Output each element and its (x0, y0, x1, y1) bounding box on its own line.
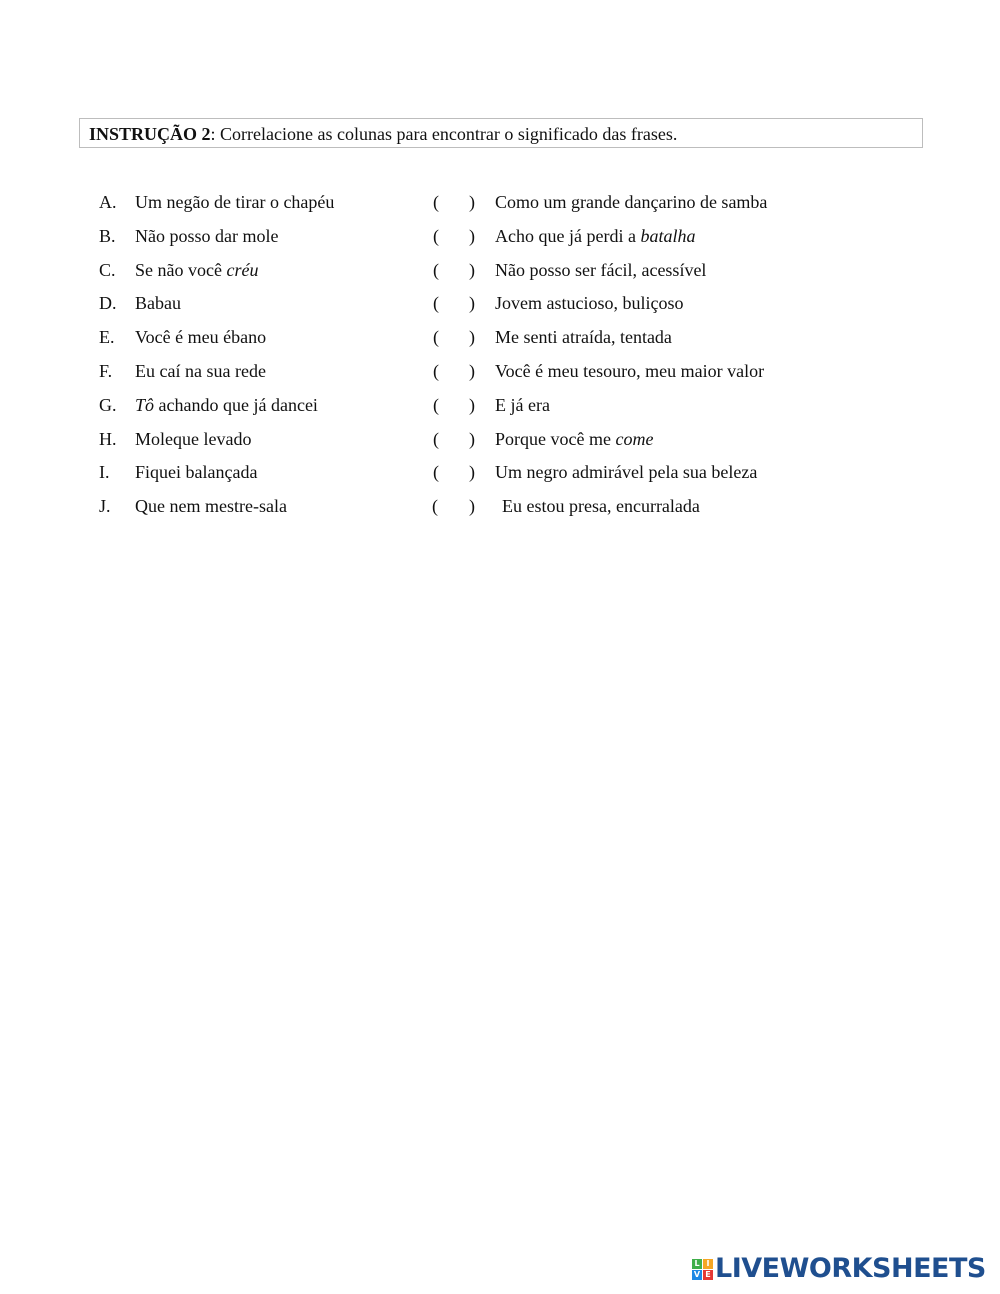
matching-row (0, 222, 1000, 256)
logo-mark-square: E (703, 1270, 713, 1280)
meaning-segment: Eu estou presa, encurralada (502, 496, 700, 517)
logo-mark-square: V (693, 1269, 701, 1279)
meaning-segment: batalha (640, 225, 696, 246)
row-meaning (495, 425, 653, 453)
phrase-segment: Moleque levado (135, 428, 252, 449)
row-phrase (135, 425, 251, 453)
row-meaning (495, 289, 683, 317)
row-phrase (135, 357, 266, 385)
matching-row (0, 188, 1000, 222)
answer-blank-open[interactable]: ( (433, 360, 439, 381)
answer-blank-close[interactable]: ) (469, 496, 475, 517)
liveworksheets-logo (692, 1254, 986, 1284)
meaning-segment: Me senti atraída, tentada (495, 327, 672, 348)
answer-blank-open[interactable]: ( (433, 293, 439, 314)
row-letter: F. (99, 360, 113, 381)
row-phrase (135, 492, 287, 520)
matching-row (0, 289, 1000, 323)
meaning-segment: Porque você me (495, 428, 616, 449)
row-meaning (495, 188, 767, 216)
row-meaning (502, 492, 700, 520)
row-letter: A. (99, 192, 117, 212)
answer-blank-open[interactable]: ( (433, 428, 439, 449)
answer-blank-open[interactable]: ( (433, 327, 439, 348)
answer-blank-open[interactable]: ( (433, 259, 439, 280)
phrase-segment: achando que já dancei (154, 394, 318, 415)
answer-blank-open[interactable]: ( (432, 496, 438, 517)
row-letter: G. (99, 394, 117, 415)
meaning-segment: come (615, 428, 654, 449)
phrase-segment: Se não você (135, 259, 227, 280)
phrase-segment: Babau (135, 293, 181, 314)
phrase-segment: Não posso dar mole (135, 225, 279, 246)
meaning-segment: Como um grande dançarino de samba (495, 192, 768, 212)
answer-blank-close[interactable]: ) (469, 462, 475, 483)
phrase-segment: Eu caí na sua rede (135, 360, 266, 381)
matching-row (0, 256, 1000, 290)
row-phrase (135, 222, 278, 250)
matching-row (0, 458, 1000, 492)
instruction-text: : Correlacione as colunas para encontrar o significado das frases. (210, 124, 678, 144)
row-phrase (135, 256, 258, 284)
matching-row (0, 391, 1000, 425)
logo-mark-square: I (703, 1259, 713, 1269)
matching-row (0, 492, 1000, 526)
row-phrase (135, 391, 318, 419)
answer-blank-close[interactable]: ) (469, 428, 475, 449)
instruction-box (79, 118, 923, 148)
meaning-segment: Você é meu tesouro, meu maior valor (495, 360, 765, 381)
phrase-segment: Tô (135, 394, 155, 415)
answer-blank-open[interactable]: ( (433, 462, 439, 483)
row-phrase (135, 323, 266, 351)
row-meaning (495, 323, 672, 351)
row-phrase (135, 188, 334, 216)
phrase-segment: Fiquei balançada (135, 462, 258, 483)
row-letter: C. (99, 259, 116, 280)
answer-blank-close[interactable]: ) (469, 394, 475, 415)
row-letter: B. (99, 225, 116, 246)
answer-blank-open[interactable]: ( (433, 192, 439, 212)
meaning-segment: Não posso ser fácil, acessível (495, 259, 707, 280)
logo-mark-square: L (692, 1259, 702, 1269)
answer-blank-open[interactable]: ( (433, 225, 439, 246)
row-phrase (135, 458, 257, 486)
row-letter: H. (99, 428, 117, 449)
phrase-segment: créu (226, 259, 259, 280)
row-meaning (495, 391, 550, 419)
answer-blank-close[interactable]: ) (469, 360, 475, 381)
phrase-segment: Que nem mestre-sala (135, 496, 287, 517)
matching-row (0, 425, 1000, 459)
row-meaning (495, 357, 764, 385)
answer-blank-close[interactable]: ) (469, 327, 475, 348)
answer-blank-close[interactable]: ) (469, 225, 475, 246)
meaning-segment: Acho que já perdi a (495, 225, 641, 246)
meaning-segment: Um negro admirável pela sua beleza (495, 462, 758, 483)
matching-row (0, 357, 1000, 391)
matching-row (0, 323, 1000, 357)
row-letter: D. (99, 293, 117, 314)
row-letter: I. (99, 462, 110, 483)
row-meaning (495, 458, 757, 486)
answer-blank-open[interactable]: ( (433, 394, 439, 415)
logo-text: LIVEWORKSHEETS (715, 1253, 986, 1284)
answer-blank-close[interactable]: ) (469, 192, 475, 212)
phrase-segment: Um negão de tirar o chapéu (135, 192, 335, 212)
matching-list (0, 188, 1000, 526)
instruction-label: INSTRUÇÃO 2 (89, 124, 211, 144)
row-letter: E. (99, 327, 115, 348)
row-letter: J. (99, 496, 111, 517)
answer-blank-close[interactable]: ) (469, 293, 475, 314)
logo-mark-icon (692, 1259, 713, 1280)
phrase-segment: Você é meu ébano (135, 327, 267, 348)
meaning-segment: E já era (495, 394, 550, 415)
answer-blank-close[interactable]: ) (469, 259, 475, 280)
meaning-segment: Jovem astucioso, buliçoso (495, 293, 684, 314)
row-meaning (495, 222, 695, 250)
row-phrase (135, 289, 181, 317)
row-meaning (495, 256, 706, 284)
